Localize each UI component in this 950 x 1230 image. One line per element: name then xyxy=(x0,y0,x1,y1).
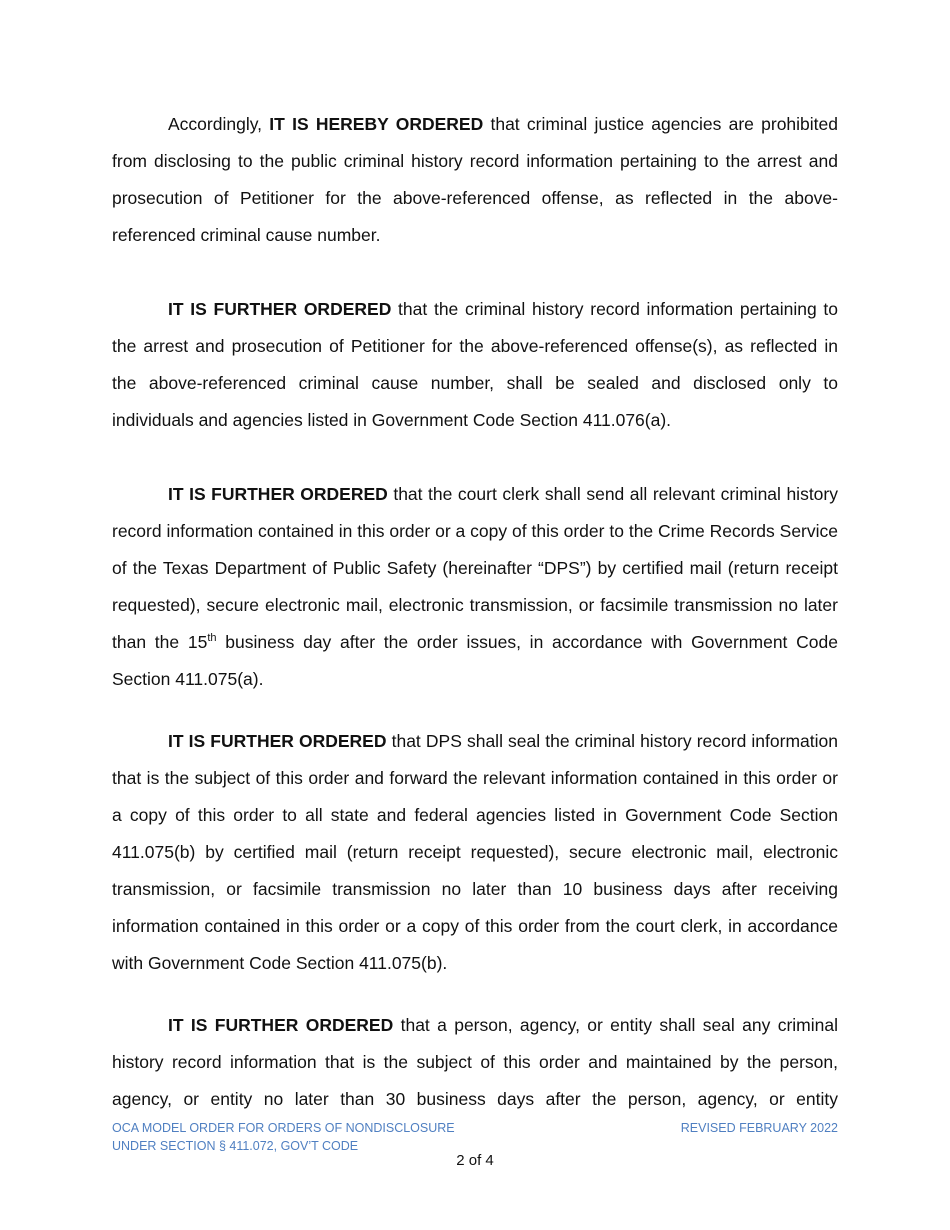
order-heading: IT IS FURTHER ORDERED xyxy=(168,484,388,504)
order-paragraph-4 xyxy=(112,723,838,982)
order-paragraph-1 xyxy=(112,106,838,254)
order-paragraph-5 xyxy=(112,1007,838,1118)
paragraph-text: that DPS shall seal the criminal history record information that is the subject of this order and forward the relevant information contained in this order or a copy of this order to all state and federal agencies listed in Government Code Section 411.075(b) by certified mail (return receipt requested), secure electronic mail, electronic transmission, or facsimile transmission no later than 10 business days after receiving information contained in this order or a copy of this order from the court clerk, in accordance with Government Code Section 411.075(b). xyxy=(112,731,838,973)
order-heading: IT IS FURTHER ORDERED xyxy=(168,1015,394,1035)
footer-form-title xyxy=(112,1119,455,1155)
paragraph-text: that the court clerk shall send all relevant criminal history record information contained in this order or a copy of this order to the Crime Records Service of the Texas Department of Public Safety (hereinafter “DPS”) by certified mail (return receipt requested), secure electronic mail, electronic transmission, or facsimile transmission no later than the 15 xyxy=(112,484,838,652)
order-heading: IT IS HEREBY ORDERED xyxy=(269,114,484,134)
paragraph-text-continued: business day after the order issues, in accordance with Government Code Section 411.075(a). xyxy=(112,632,838,689)
page-number: 2 of 4 xyxy=(456,1152,494,1169)
order-heading: IT IS FURTHER ORDERED xyxy=(168,731,387,751)
order-heading: IT IS FURTHER ORDERED xyxy=(168,299,392,319)
order-paragraph-3 xyxy=(112,476,838,698)
paragraph-text: that a person, agency, or entity shall seal any criminal history record information that is the subject of this order and maintained by the person, agency, or entity no later than 30 business days after the person, agency, or entity xyxy=(112,1015,838,1109)
document-body xyxy=(112,106,838,1118)
paragraph-text: that the criminal history record information pertaining to the arrest and prosecution of Petitioner for the above-referenced offense(s), as reflected in the above-referenced criminal cause number, shall be sealed and disclosed only to individuals and agencies listed in Government Code Section 411.076(a). xyxy=(112,299,838,430)
paragraph-lead: Accordingly, xyxy=(168,114,270,134)
footer-form-title-line-1: OCA MODEL ORDER FOR ORDERS OF NONDISCLOSURE xyxy=(112,1121,455,1135)
footer-revision-date: REVISED FEBRUARY 2022 xyxy=(680,1121,838,1135)
paragraph-text: that criminal justice agencies are prohibited from disclosing to the public criminal history record information pertaining to the arrest and prosecution of Petitioner for the above-referenced offense, as reflected in the above-referenced criminal cause number. xyxy=(112,114,838,245)
ordinal-superscript: th xyxy=(207,632,217,645)
footer-form-title-line-2: UNDER SECTION § 411.072, GOV’T CODE xyxy=(112,1139,359,1153)
order-paragraph-2 xyxy=(112,291,838,439)
